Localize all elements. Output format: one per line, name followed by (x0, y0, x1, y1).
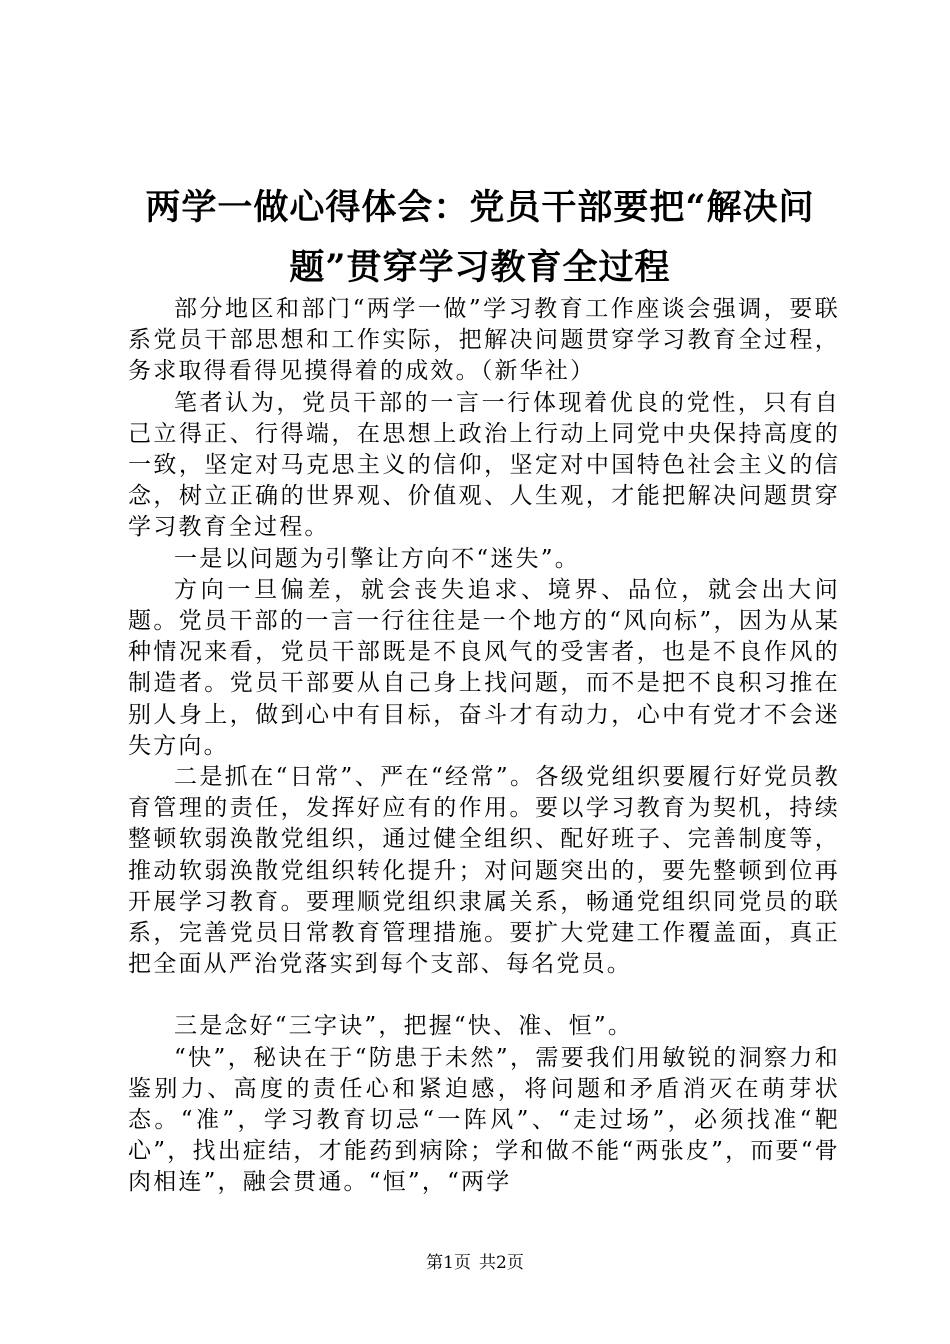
paragraph-point-three-heading: 三是念好“三字诀”，把握“快、准、恒”。 (174, 1013, 634, 1040)
document-body (128, 294, 840, 1199)
paragraph-point-one-body: 方向一旦偏差，就会丧失追求、境界、品位，就会出大问题。党员干部的一言一行往往是一个地方的“风向标”，因为从某种情况来看，党员干部既是不良风气的受害者，也是不良作风的制造者。党员干部要从自己身上找问题，而不是把不良积习推在别人身上，做到心中有目标，奋斗才有动力，心中有党才不会迷失方向。 (128, 576, 840, 759)
paragraph-author-view: 笔者认为，党员干部的一言一行体现着优良的党性，只有自己立得正、行得端，在思想上政治上行动上同党中央保持高度的一致，坚定对马克思主义的信仰，坚定对中国特色社会主义的信念，树立正确的世界观、价值观、人生观，才能把解决问题贯穿学习教育全过程。 (128, 389, 840, 541)
paragraph-intro: 部分地区和部门“两学一做”学习教育工作座谈会强调，要联系党员干部思想和工作实际，把解决问题贯穿学习教育全过程，务求取得看得见摸得着的成效。（新华社） (128, 296, 840, 385)
paragraph-point-one-heading: 一是以问题为引擎让方向不“迷失”。 (174, 545, 580, 572)
document-title-line-1: 两学一做心得体会：党员干部要把“解决问 (145, 187, 815, 228)
page-footer (0, 1253, 950, 1273)
document-title-line-2: 题”贯穿学习教育全过程 (289, 247, 671, 288)
page-number-current: 第1页 (426, 1253, 471, 1273)
paragraph-point-two: 二是抓在“日常”、严在“经常”。各级党组织要履行好党员教育管理的责任，发挥好应有的作用。要以学习教育为契机，持续整顿软弱涣散党组织，通过健全组织、配好班子、完善制度等，推动软弱涣散党组织转化提升；对问题突出的，要先整顿到位再开展学习教育。要理顺党组织隶属关系，畅通党组织同党员的联系，完善党员日常教育管理措施。要扩大党建工作覆盖面，真正把全面从严治党落实到每个支部、每名党员。 (128, 764, 840, 978)
paragraph-point-three-body: “快”，秘诀在于“防患于未然”，需要我们用敏锐的洞察力和鉴别力、高度的责任心和紧迫感，将问题和矛盾消灭在萌芽状态。“准”，学习教育切忌“一阵风”、“走过场”，必须找准“靶心”，找出症结，才能药到病除；学和做不能“两张皮”，而要“骨肉相连”，融会贯通。“恒”，“两学 (128, 1044, 840, 1196)
page-number-total: 共2页 (479, 1253, 524, 1273)
